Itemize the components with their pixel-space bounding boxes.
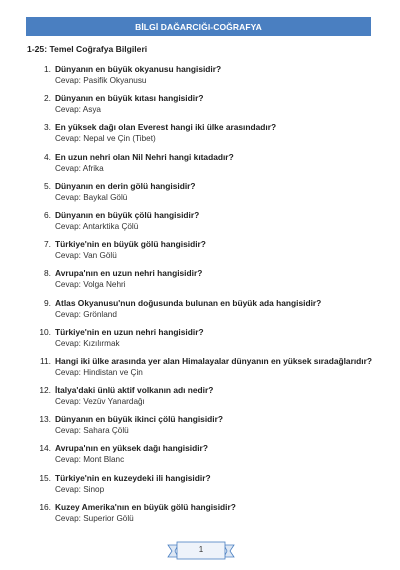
page-number-ribbon (166, 540, 236, 562)
question-number: 16. (39, 501, 51, 512)
question-item (27, 502, 377, 531)
answer-text: Cevap: Nepal ve Çin (Tibet) (55, 134, 156, 144)
question-number: 10. (39, 326, 51, 337)
question-item (27, 210, 377, 239)
question-number: 8. (44, 268, 51, 279)
question-number: 7. (44, 239, 51, 250)
question-item (27, 356, 377, 385)
answer-text: Cevap: Volga Nehri (55, 280, 126, 290)
answer-text: Cevap: Asya (55, 105, 101, 115)
question-number: 12. (39, 385, 51, 396)
question-number: 9. (44, 297, 51, 308)
question-text: Hangi iki ülke arasında yer alan Himalayalar dünyanın en yüksek sıradağlarıdır? (55, 355, 372, 366)
question-text: Dünyanın en büyük çölü hangisidir? (55, 209, 200, 220)
question-item (27, 93, 377, 122)
question-item (27, 473, 377, 502)
answer-text: Cevap: Hindistan ve Çin (55, 367, 143, 377)
answer-text: Cevap: Kızılırmak (55, 338, 120, 348)
question-number: 1. (44, 64, 51, 74)
question-item (27, 181, 377, 210)
question-list (27, 64, 377, 531)
question-item (27, 152, 377, 181)
answer-text: Cevap: Pasifik Okyanusu (55, 76, 147, 85)
question-item (27, 268, 377, 297)
question-text: Türkiye'nin en kuzeydeki ili hangisidir? (55, 472, 211, 483)
answer-text: Cevap: Vezüv Yanardağı (55, 397, 145, 407)
answer-text: Cevap: Superior Gölü (55, 513, 134, 523)
question-text: İtalya'daki ünlü aktif volkanın adı nedir? (55, 385, 214, 396)
question-number: 11. (39, 355, 51, 366)
question-number: 5. (44, 180, 51, 191)
question-text: Avrupa'nın en yüksek dağı hangisidir? (55, 443, 208, 454)
question-item (27, 239, 377, 268)
answer-text: Cevap: Sahara Çölü (55, 426, 129, 436)
page-header-banner (26, 17, 371, 36)
question-item (27, 122, 377, 151)
answer-text: Cevap: Mont Blanc (55, 455, 125, 465)
question-text: Türkiye'nin en uzun nehri hangisidir? (55, 326, 204, 337)
question-item (27, 298, 377, 327)
answer-text: Cevap: Afrika (55, 163, 104, 173)
question-text: Türkiye'nin en büyük gölü hangisidir? (55, 239, 206, 250)
question-number: 4. (44, 151, 51, 162)
header-title: BİLGİ DAĞARCIĞI-COĞRAFYA (135, 21, 262, 32)
question-number: 6. (44, 209, 51, 220)
question-item (27, 414, 377, 443)
question-item (27, 64, 377, 93)
question-item (27, 385, 377, 414)
question-text: Dünyanın en büyük kıtası hangisidir? (55, 93, 204, 104)
question-text: Atlas Okyanusu'nun doğusunda bulunan en büyük ada hangisidir? (55, 297, 322, 308)
question-text: Dünyanın en büyük ikinci çölü hangisidir? (55, 414, 223, 425)
question-number: 14. (39, 443, 51, 454)
answer-text: Cevap: Van Gölü (55, 251, 117, 261)
question-text: En uzun nehri olan Nil Nehri hangi kıtadadır? (55, 151, 234, 162)
question-text: Dünyanın en büyük okyanusu hangisidir? (55, 64, 222, 74)
question-item (27, 443, 377, 472)
question-text: Avrupa'nın en uzun nehri hangisidir? (55, 268, 203, 279)
question-number: 13. (39, 414, 51, 425)
question-text: En yüksek dağı olan Everest hangi iki ülke arasındadır? (55, 122, 277, 133)
question-number: 15. (39, 472, 51, 483)
section-title: 1-25: Temel Coğrafya Bilgileri (27, 44, 148, 54)
question-item (27, 327, 377, 356)
question-number: 3. (44, 122, 51, 133)
answer-text: Cevap: Antarktika Çölü (55, 221, 139, 231)
answer-text: Cevap: Grönland (55, 309, 117, 319)
question-text: Dünyanın en derin gölü hangisidir? (55, 180, 196, 191)
question-number: 2. (44, 93, 51, 104)
answer-text: Cevap: Baykal Gölü (55, 192, 128, 202)
page-number: 1 (198, 545, 204, 554)
answer-text: Cevap: Sinop (55, 484, 105, 494)
question-text: Kuzey Amerika'nın en büyük gölü hangisidir? (55, 501, 236, 512)
